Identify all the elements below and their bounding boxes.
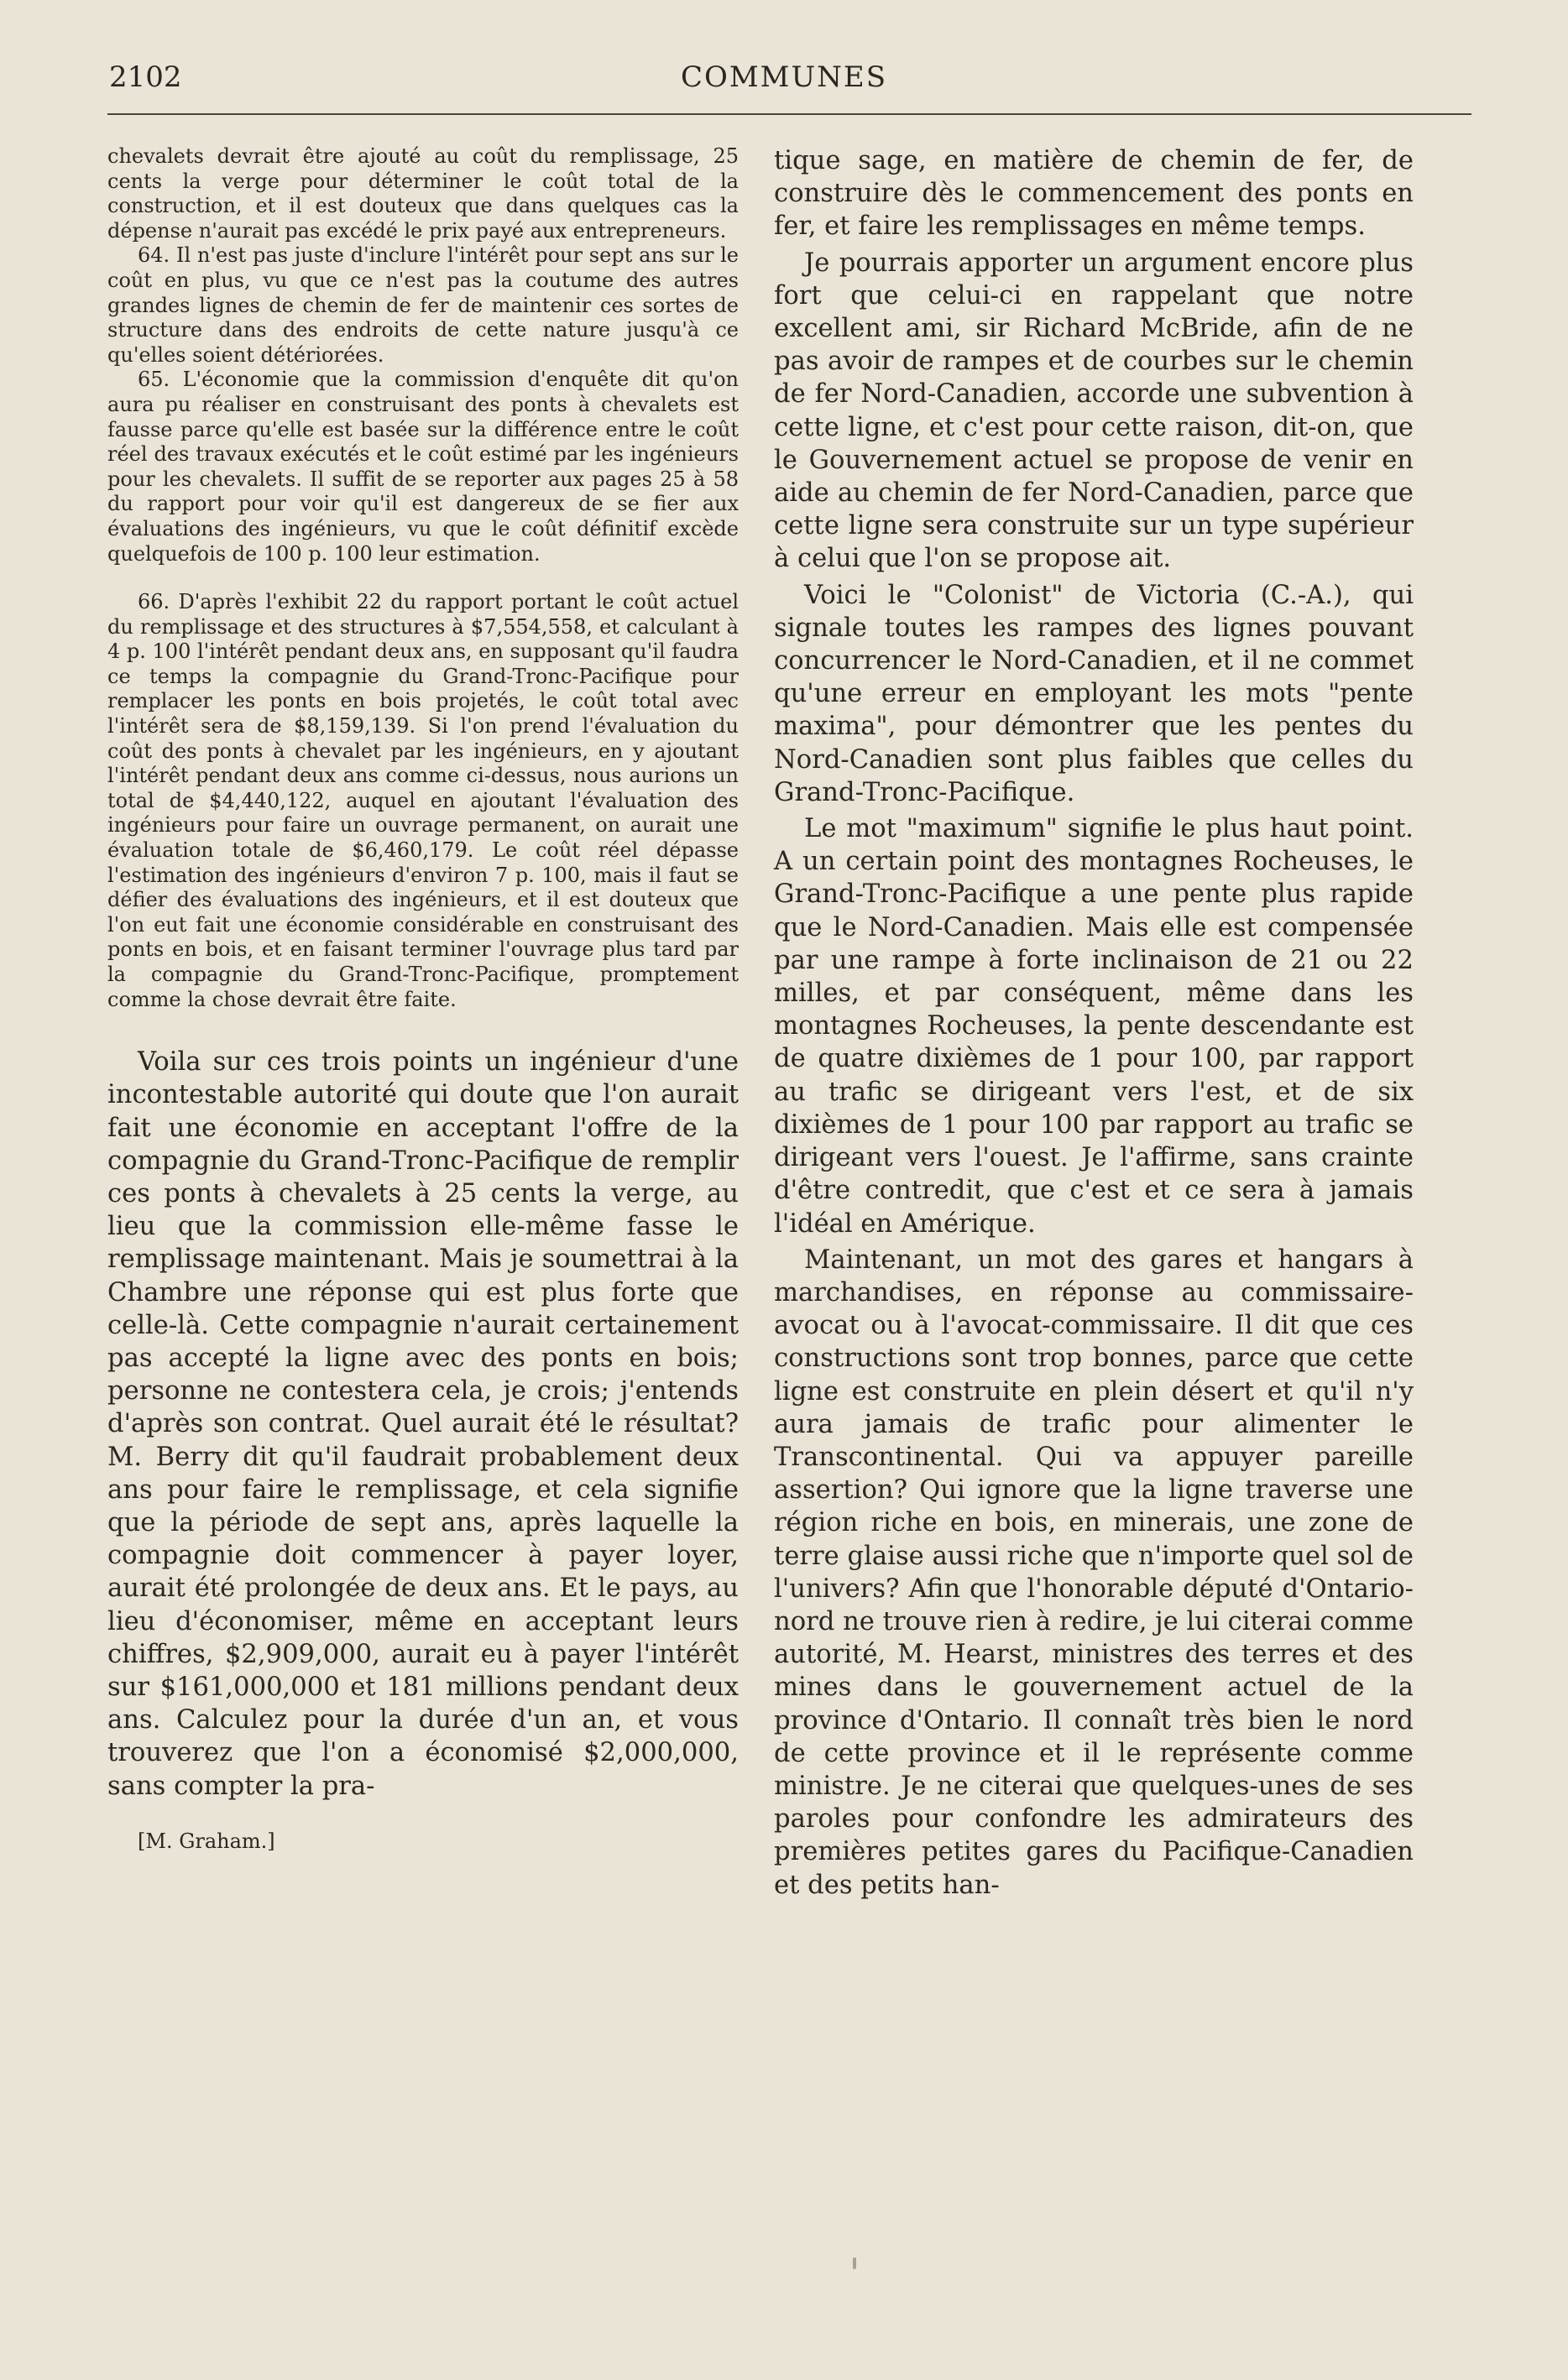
page-number: 2102 <box>109 60 182 94</box>
speech-paragraph: Voici le "Colonist" de Victoria (C.-A.), qui signale toutes les rampes des lignes pouvant concurrencer le Nord-Canadien, et il ne commet qu'une erreur en employant les mots "pente maxima", pour démontrer que les pentes du Nord-Canadien sont plus faibles que celles du Grand-Tronc-Pacifique. <box>774 580 1414 807</box>
speaker-footer: [M. Graham.] <box>138 1829 275 1853</box>
evidence-excerpt <box>107 144 739 1012</box>
right-column <box>774 144 1414 1905</box>
speech-text-left <box>107 1046 739 1803</box>
excerpt-paragraph: chevalets devrait être ajouté au coût du remplissage, 25 cents la verge pour déterminer le coût total de la construction, et il est douteux que dans quelques cas la dépense n'aurait pas excédé le prix payé aux entrepreneurs. <box>107 144 739 243</box>
speech-paragraph: Maintenant, un mot des gares et hangars à marchandises, en réponse au commissaire-avocat ou à l'avocat-commissaire. Il dit que ces constructions sont trop bonnes, parce que cette ligne est construite en plein désert et qu'il n'y aura jamais de trafic pour alimenter le Transcontinental. Qui va appuyer pareille assertion? Qui ignore que la ligne traverse une région riche en bois, en minerais, une zone de terre glaise aussi riche que n'importe quel sol de l'univers? Afin que l'honorable député d'Ontario-nord ne trouve rien à redire, je lui citerai comme autorité, M. Hearst, ministres des terres et des mines dans le gouvernement actuel de la province d'Ontario. Il connaît très bien le nord de cette province et il le représente comme ministre. Je ne citerai que quelques-unes de ses paroles pour confondre les admirateurs des premières petites gares du Pacifique-Canadien et des petits han- <box>774 1245 1414 1900</box>
print-speck <box>853 2257 856 2269</box>
excerpt-paragraph: 64. Il n'est pas juste d'inclure l'intérêt pour sept ans sur le coût en plus, vu que ce n'est pas la coutume des autres grandes lignes de chemin de fer de maintenir ces sortes de structure dans des endroits de cette nature jusqu'à ce qu'elles soient détériorées. <box>107 243 739 367</box>
excerpt-paragraph: 66. D'après l'exhibit 22 du rapport portant le coût actuel du remplissage et des structures à $7,554,558, et calculant à 4 p. 100 l'intérêt pendant deux ans, en supposant qu'il faudra ce temps la compagnie du Grand-Tronc-Pacifique pour remplacer les ponts en bois projetés, le coût total avec l'intérêt sera de $8,159,139. Si l'on prend l'évaluation du coût des ponts à chevalet par les ingénieurs, en y ajoutant l'intérêt pendant deux ans comme ci-dessus, nous aurions un total de $4,440,122, auquel en ajoutant l'évaluation des ingénieurs pour faire un ouvrage permanent, on aurait une évaluation totale de $6,460,179. Le coût réel dépasse l'estimation des ingénieurs d'environ 7 p. 100, mais il faut se défier des évaluations des ingénieurs, et il est douteux que l'on eut fait une économie considérable en construisant des ponts en bois, et en faisant terminer l'ouvrage plus tard par la compagnie du Grand-Tronc-Pacifique, promptement comme la chose devrait être faite. <box>107 590 739 1011</box>
running-head: COMMUNES <box>680 60 888 94</box>
speech-paragraph: Voila sur ces trois points un ingénieur d'une incontestable autorité qui doute que l'on aurait fait une économie en acceptant l'offre de la compagnie du Grand-Tronc-Pacifique de remplir ces ponts à chevalets à 25 cents la verge, au lieu que la commission elle-même fasse le remplissage maintenant. Mais je soumettrai à la Chambre une réponse qui est plus forte que celle-là. Cette compagnie n'aurait certainement pas accepté la ligne avec des ponts en bois; personne ne contestera cela, je crois; j'entends d'après son contrat. Quel aurait été le résultat? M. Berry dit qu'il faudrait probablement deux ans pour faire le remplissage, et cela signifie que la période de sept ans, après laquelle la compagnie doit commencer à payer loyer, aurait été prolongée de deux ans. Et le pays, au lieu d'économiser, même en acceptant leurs chiffres, $2,909,000, aurait eu à payer l'intérêt sur $161,000,000 et 181 millions pendant deux ans. Calculez pour la durée d'un an, et vous trouverez que l'on a économisé $2,000,000, sans compter la pra- <box>107 1047 739 1801</box>
speech-paragraph: tique sage, en matière de chemin de fer, de construire dès le commencement des ponts en fer, et faire les remplissages en même temps. <box>774 146 1414 242</box>
header-rule <box>107 113 1471 115</box>
left-column <box>107 144 739 1853</box>
speech-paragraph: Le mot "maximum" signifie le plus haut point. A un certain point des montagnes Rocheuses, le Grand-Tronc-Pacifique a une pente plus rapide que le Nord-Canadien. Mais elle est compensée par une rampe à forte inclinaison de 21 ou 22 milles, et par conséquent, même dans les montagnes Rocheuses, la pente descendante est de quatre dixièmes de 1 pour 100, par rapport au trafic se dirigeant vers l'est, et de six dixièmes de 1 pour 100 par rapport au trafic se dirigeant vers l'ouest. Je l'affirme, sans crainte d'être contredit, que c'est et ce sera à jamais l'idéal en Amérique. <box>774 814 1414 1239</box>
speech-text-right <box>774 144 1414 1902</box>
excerpt-paragraph: 65. L'économie que la commission d'enquête dit qu'on aura pu réaliser en construisant des ponts à chevalets est fausse parce qu'elle est basée sur la différence entre le coût réel des travaux exécutés et le coût estimé par les ingénieurs pour les chevalets. Il suffit de se reporter aux pages 25 à 58 du rapport pour voir qu'il est dangereux de se fier aux évaluations des ingénieurs, vu que le coût définitif excède quelquefois de 100 p. 100 leur estimation. <box>107 368 739 566</box>
speech-paragraph: Je pourrais apporter un argument encore plus fort que celui-ci en rappelant que notre excellent ami, sir Richard McBride, afin de ne pas avoir de rampes et de courbes sur le chemin de fer Nord-Canadien, accorde une subvention à cette ligne, et c'est pour cette raison, dit-on, que le Gouvernement actuel se propose de venir en aide au chemin de fer Nord-Canadien, parce que cette ligne sera construite sur un type supérieur à celui que l'on se propose ait. <box>774 248 1414 574</box>
